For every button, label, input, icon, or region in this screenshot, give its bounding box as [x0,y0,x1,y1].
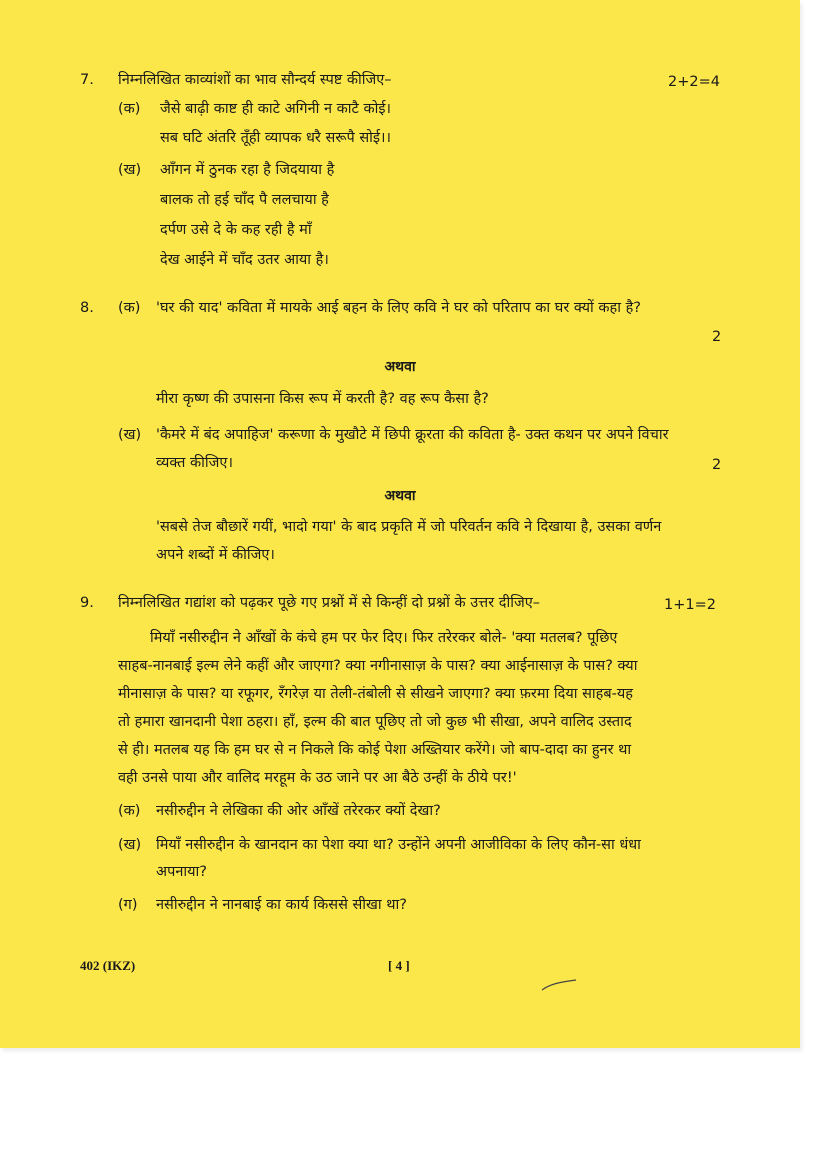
question-8a-text: 'घर की याद' कविता में मायके आई बहन के लिए कवि ने घर को परिताप का घर क्यों कहा है? [156,300,641,316]
question-8b-label: (ख) [118,427,142,443]
question-9c-label: (ग) [118,897,138,913]
question-8b-alternative-line-1: 'सबसे तेज बौछारें गयीं, भादो गया' के बाद प्रकृति में जो परिवर्तन कवि ने दिखाया है, उसका वर्णन [156,519,662,535]
question-9c-text: नसीरुद्दीन ने नानबाई का कार्य किससे सीखा था? [156,897,407,913]
paper-code: 402 (IKZ) [80,958,136,973]
question-9-text: निम्नलिखित गद्यांश को पढ़कर पूछे गए प्रश्नों में से किन्हीं दो प्रश्नों के उत्तर दीजिए– [118,595,540,611]
question-7-number: 7. [80,72,94,88]
question-7a-line-2: सब घटि अंतरि तूँही व्यापक धरै सरूपै सोई।। [160,130,392,146]
question-7b-line-3: दर्पण उसे दे के कह रही है माँ [160,222,312,238]
page-number: [ 4 ] [388,958,410,973]
question-8a-label: (क) [118,300,141,316]
passage-line-1: मियाँ नसीरुद्दीन ने आँखों के कंचे हम पर फेर दिए। फिर तरेरकर बोले- 'क्या मतलब? पूछिए [150,630,618,646]
question-9b-label: (ख) [118,837,142,853]
question-8b-alternative-line-2: अपने शब्दों में कीजिए। [156,547,275,563]
question-7b-line-2: बालक तो हई चाँद पै ललचाया है [160,192,329,208]
question-7-marks: 2+2=4 [668,74,720,90]
question-8b-line-1: 'कैमरे में बंद अपाहिज' करूणा के मुखौटे में छिपी क्रूरता की कविता है- उक्त कथन पर अपने विचार [156,427,669,443]
passage-line-6: वही उनसे पाया और वालिद मरहूम के उठ जाने पर आ बैठे उन्हीं के ठीये पर!' [118,770,517,786]
question-8b-marks: 2 [712,457,722,473]
question-9a-label: (क) [118,803,141,819]
question-8b-line-2: व्यक्त कीजिए। [156,455,233,471]
question-7a-line-1: जैसे बाढ़ी काष्ट ही काटे अगिनी न काटै कोई। [160,101,391,117]
question-7-text: निम्नलिखित काव्यांशों का भाव सौन्दर्य स्पष्ट कीजिए– [118,72,392,88]
question-7a-label: (क) [118,101,141,117]
passage-line-2: साहब-नानबाई इल्म लेने कहीं और जाएगा? क्या नगीनासाज़ के पास? क्या आईनासाज़ के पास? क्या [118,658,638,674]
question-7b-line-4: देख आईने में चाँद उतर आया है। [160,252,329,268]
question-9a-text: नसीरुद्दीन ने लेखिका की ओर आँखें तरेरकर क्यों देखा? [156,803,441,819]
passage-line-3: मीनासाज़ के पास? या रफूगर, रँगरेज़ या तेली-तंबोली से सीखने जाएगा? क्या फ़रमा दिया साहब-यह [118,686,633,702]
question-7b-line-1: आँगन में ठुनक रहा है जिदयाया है [160,162,335,178]
question-9b-line-1: मियाँ नसीरुद्दीन के खानदान का पेशा क्या था? उन्होंने अपनी आजीविका के लिए कौन-सा धंधा [156,837,641,853]
question-7b-label: (ख) [118,162,142,178]
pen-scribble-icon [540,978,580,994]
question-9-marks: 1+1=2 [664,597,716,613]
question-9-number: 9. [80,595,94,611]
or-separator-2: अथवा [384,488,416,504]
passage-line-4: तो हमारा खानदानी पेशा ठहरा। हाँ, इल्म की बात पूछिए तो जो कुछ भी सीखा, अपने वालिद उस्ताद [118,714,632,730]
or-separator-1: अथवा [384,359,416,375]
question-8a-marks: 2 [712,329,722,345]
question-8a-alternative: मीरा कृष्ण की उपासना किस रूप में करती है? वह रूप कैसा है? [156,391,489,407]
passage-line-5: से ही। मतलब यह कि हम घर से न निकले कि कोई पेशा अख्तियार करेंगे। जो बाप-दादा का हुनर था [118,742,632,758]
question-8-number: 8. [80,300,94,316]
question-9b-line-2: अपनाया? [156,864,207,880]
